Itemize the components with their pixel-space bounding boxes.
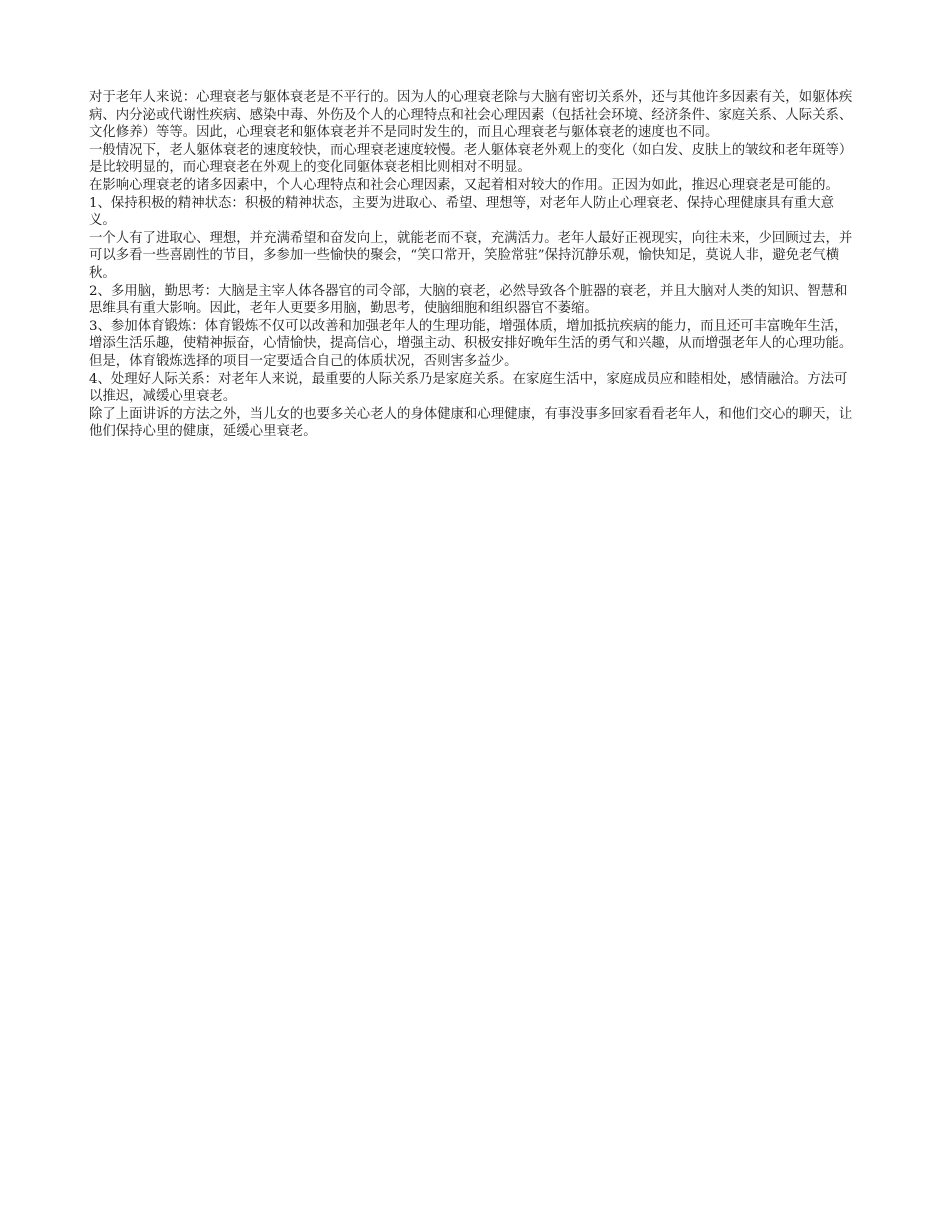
document-body bbox=[89, 89, 859, 441]
paragraph-conclusion: 除了上面讲诉的方法之外，当儿女的也要多关心老人的身体健康和心理健康，有事没事多回家看看老年人，和他们交心的聊天，让他们保持心里的健康，延缓心里衰老。 bbox=[89, 406, 853, 440]
paragraph-point-4: 4、处理好人际关系：对老年人来说，最重要的人际关系乃是家庭关系。在家庭生活中，家庭成员应和睦相处，感情融洽。方法可以推迟，减缓心里衰老。 bbox=[89, 371, 848, 405]
paragraph-general: 一般情况下，老人躯体衰老的速度较快，而心理衰老速度较慢。老人躯体衰老外观上的变化（如白发、皮肤上的皱纹和老年斑等）是比较明显的，而心理衰老在外观上的变化同躯体衰老相比则相对不明显。 bbox=[89, 142, 853, 176]
paragraph-factors: 在影响心理衰老的诸多因素中，个人心理特点和社会心理因素，又起着相对较大的作用。正因为如此，推迟心理衰老是可能的。 bbox=[89, 177, 839, 193]
paragraph-point-1-detail: 一个人有了进取心、理想，并充满希望和奋发向上，就能老而不衰，充满活力。老年人最好正视现实，向往未来，少回顾过去，并可以多看一些喜剧性的节目，多参加一些愉快的聚会，“笑口常开，笑脸常驻”保持沉静乐观，愉快知足，莫说人非，避免老气横秋。 bbox=[89, 230, 853, 281]
paragraph-point-2: 2、多用脑，勤思考：大脑是主宰人体各器官的司令部，大脑的衰老，必然导致各个脏器的衰老，并且大脑对人类的知识、智慧和思维具有重大影响。因此，老年人更要多用脑，勤思考，使脑细胞和组织器官不萎缩。 bbox=[89, 283, 848, 317]
paragraph-intro: 对于老年人来说：心理衰老与躯体衰老是不平行的。因为人的心理衰老除与大脑有密切关系外，还与其他许多因素有关，如躯体疾病、内分泌或代谢性疾病、感染中毒、外伤及个人的心理特点和社会心理因素（包括社会环境、经济条件、家庭关系、人际关系、文化修养）等等。因此，心理衰老和躯体衰老并不是同时发生的，而且心理衰老与躯体衰老的速度也不同。 bbox=[89, 90, 853, 141]
paragraph-point-1: 1、保持积极的精神状态：积极的精神状态，主要为进取心、希望、理想等，对老年人防止心理衰老、保持心理健康具有重大意义。 bbox=[89, 195, 834, 229]
paragraph-point-3: 3、参加体育锻炼：体育锻炼不仅可以改善和加强老年人的生理功能，增强体质，增加抵抗疾病的能力，而且还可丰富晚年生活，增添生活乐趣，使精神振奋，心情愉快，提高信心，增强主动、积极安排好晚年生活的勇气和兴趣，从而增强老年人的心理功能。但是，体育锻炼选择的项目一定要适合自己的体质状况，否则害多益少。 bbox=[89, 318, 853, 369]
